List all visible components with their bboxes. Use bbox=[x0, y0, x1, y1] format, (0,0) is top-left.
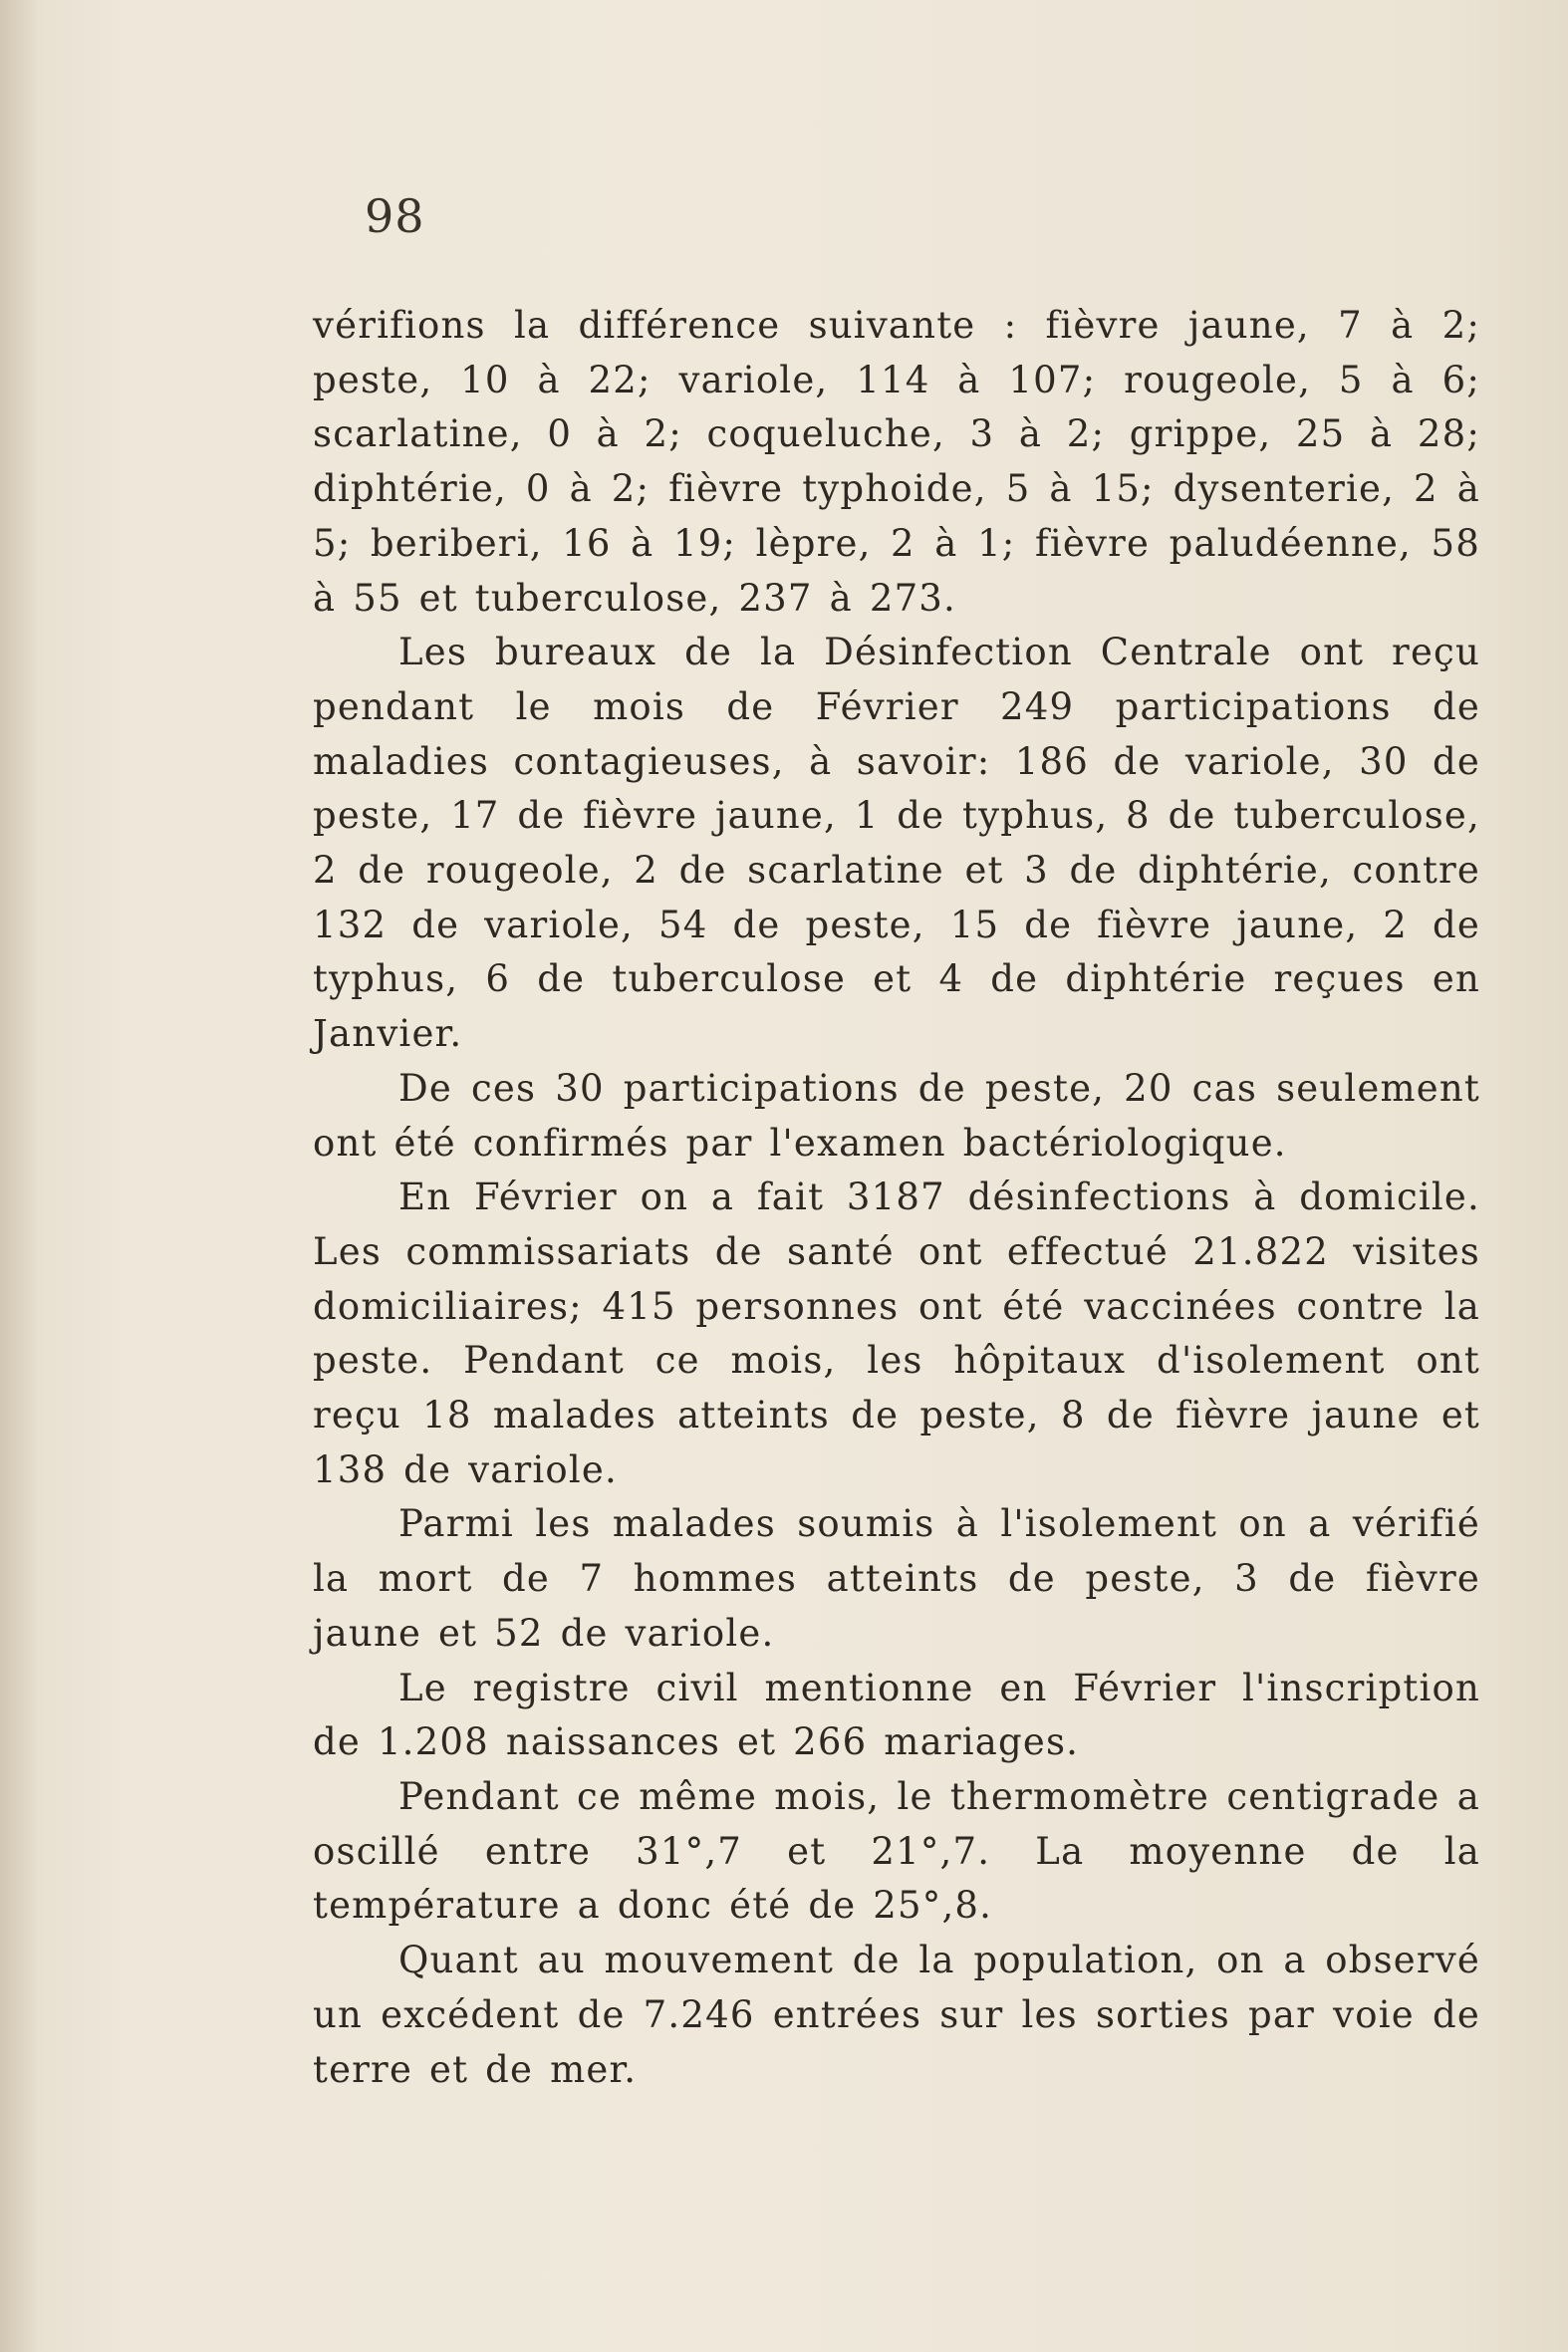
page-gutter-shadow bbox=[0, 0, 40, 2352]
paragraph-disinfection-bureau: Les bureaux de la Désinfection Centrale ont reçu pendant le mois de Février 249 participations de maladies contagieuses, à savoir: 186 de variole, 30 de peste, 17 de fièvre jaune, 1 de typhus, 8 de tuberculose, 2 de rougeole, 2 de scarlatine et 3 de diphtérie, contre 132 de variole, 54 de peste, 15 de fièvre jaune, 2 de typhus, 6 de tuberculose et 4 de diphtérie reçues en Janvier. bbox=[313, 631, 1480, 1056]
paragraph-plague-confirmed: De ces 30 participations de peste, 20 cas seulement ont été confirmés par l'examen bactériologique. bbox=[313, 1066, 1480, 1165]
paragraph-disinfections-visits: En Février on a fait 3187 désinfections à domicile. Les commissariats de santé ont effectué 21.822 visites domiciliaires; 415 personnes ont été vaccinées contre la peste. Pendant ce mois, les hôpitaux d'isolement ont reçu 18 malades atteints de peste, 8 de fièvre jaune et 138 de variole. bbox=[313, 1176, 1480, 1491]
paragraph-disease-comparison: vérifions la différence suivante : fièvre jaune, 7 à 2; peste, 10 à 22; variole, 114 à 107; rougeole, 5 à 6; scarlatine, 0 à 2; coqueluche, 3 à 2; grippe, 25 à 28; diphtérie, 0 à 2; fièvre typhoide, 5 à 15; dysenterie, 2 à 5; beriberi, 16 à 19; lèpre, 2 à 1; fièvre paludéenne, 58 à 55 et tuberculose, 237 à 273. bbox=[313, 304, 1480, 620]
paragraph-isolation-deaths: Parmi les malades soumis à l'isolement on a vérifié la mort de 7 hommes atteints de peste, 3 de fièvre jaune et 52 de variole. bbox=[313, 1502, 1480, 1655]
paragraph-temperature: Pendant ce même mois, le thermomètre centigrade a oscillé entre 31°,7 et 21°,7. La moyenne de la température a donc été de 25°,8. bbox=[313, 1774, 1480, 1928]
paragraph-civil-registry: Le registre civil mentionne en Février l'inscription de 1.208 naissances et 266 mariages. bbox=[313, 1666, 1480, 1764]
paragraph-population-movement: Quant au mouvement de la population, on a observé un excédent de 7.246 entrées sur les sorties par voie de terre et de mer. bbox=[313, 1939, 1480, 2091]
page-number: 98 bbox=[365, 189, 425, 243]
body-text bbox=[313, 299, 1480, 2097]
